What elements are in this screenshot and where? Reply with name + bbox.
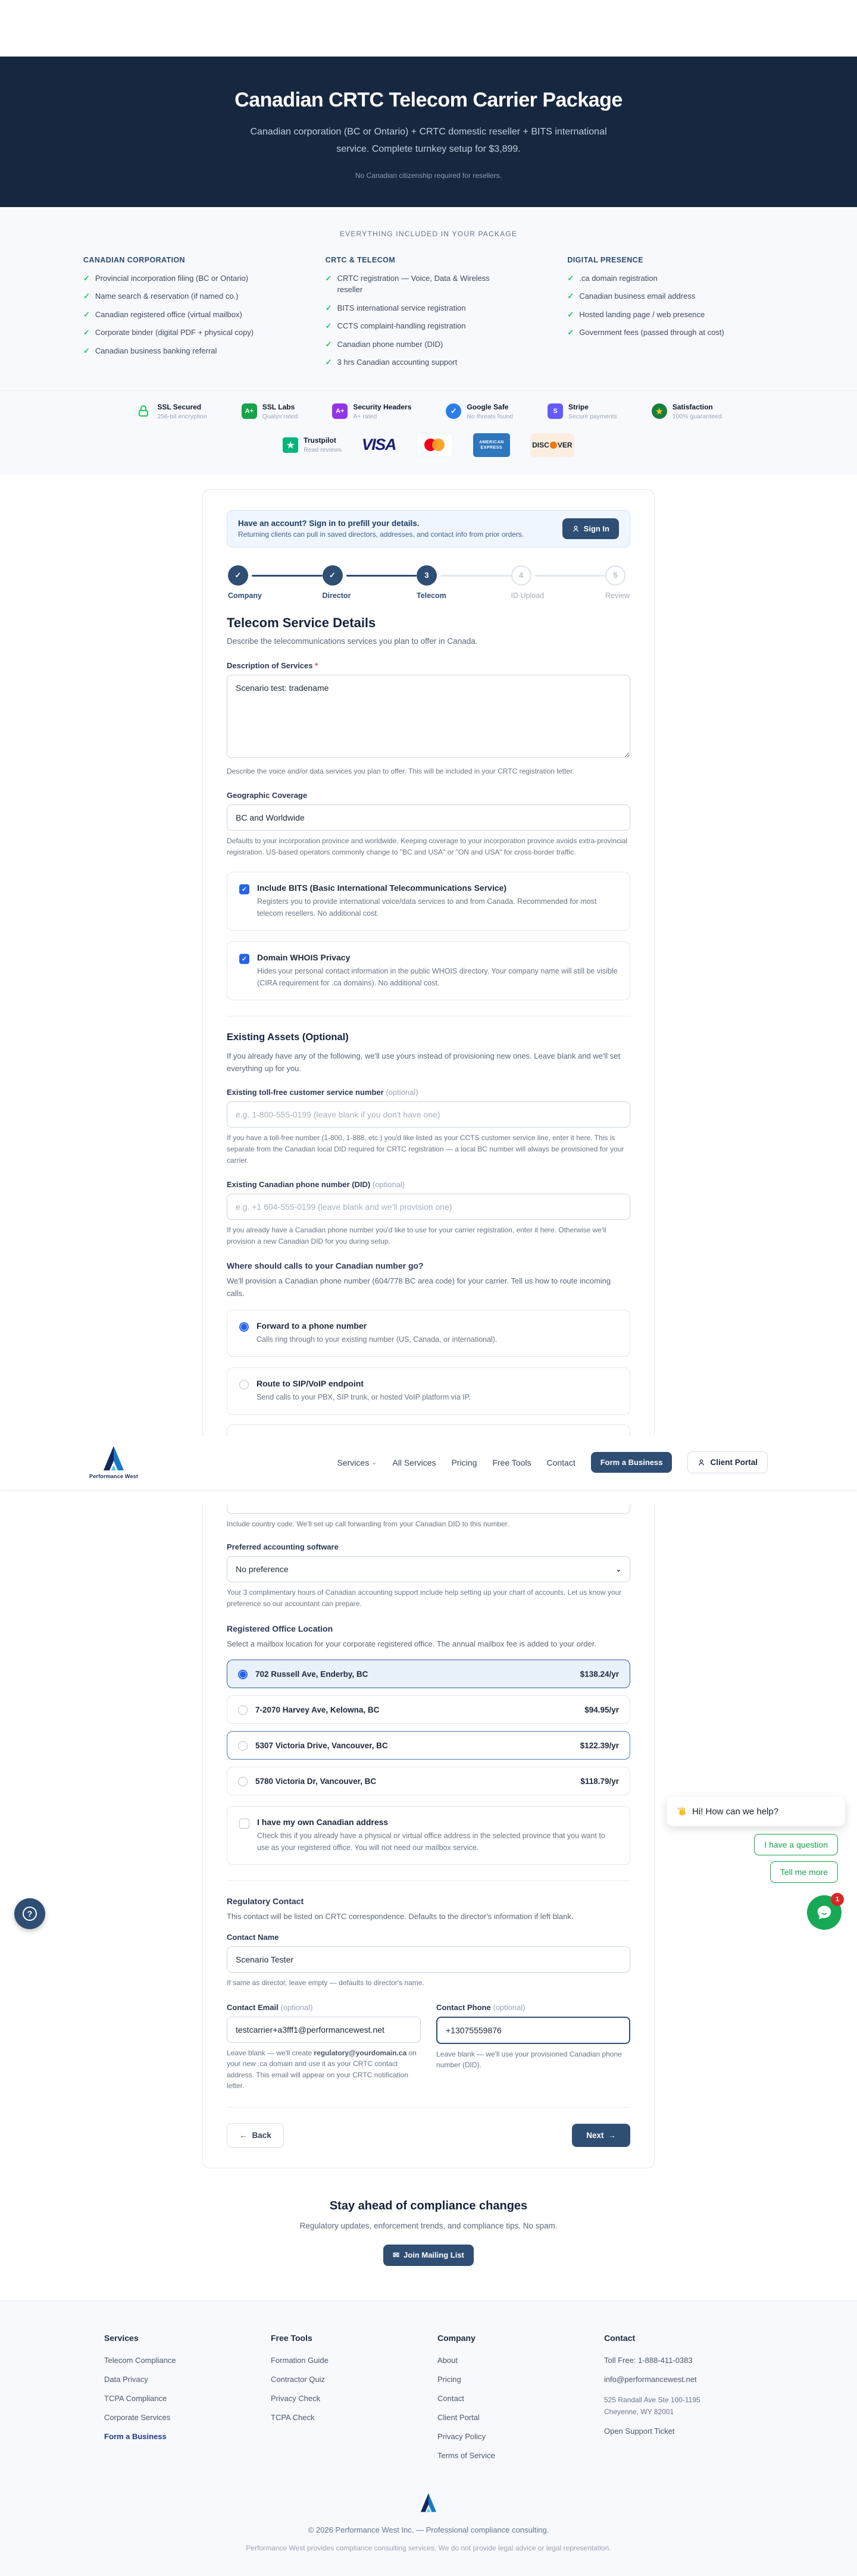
assets-title: Existing Assets (Optional) xyxy=(227,1031,349,1043)
mastercard-logo xyxy=(416,433,453,457)
bits-label: Include BITS (Basic International Telecommunications Service) xyxy=(257,883,507,893)
included-item: ✓ Government fees (passed through at cost) xyxy=(567,327,746,339)
check-icon: ✓ xyxy=(567,273,574,283)
help-fab-button[interactable] xyxy=(14,1898,45,1929)
question-icon: ? xyxy=(23,1907,37,1921)
check-icon: ✓ xyxy=(83,346,90,355)
tollfree-input[interactable] xyxy=(227,1101,630,1128)
badge-security-headers: A+ Security Headers A+ rated xyxy=(332,403,411,420)
checkbox-checked-icon[interactable]: ✓ xyxy=(239,954,249,964)
top-whitespace xyxy=(0,0,857,57)
routing-title: Where should calls to your Canadian number go? xyxy=(227,1261,424,1271)
step-id-upload[interactable]: 4 ID Upload xyxy=(511,565,535,600)
included-item: ✓ Hosted landing page / web presence xyxy=(567,309,746,321)
tollfree-label: Existing toll-free customer service number (optional) xyxy=(227,1088,418,1097)
chevron-down-icon: ⌄ xyxy=(371,1459,377,1467)
footer xyxy=(0,2300,857,2576)
tollfree-help: If you have a toll-free number (1-800, 1-888, etc.) you'd like listed as your CCTS customer service line, enter it here. This is separate from the Canadian local DID required for CRTC registration — a local BC number will always be provisioned for your carrier. xyxy=(227,1134,624,1165)
trustpilot-badge[interactable]: ★ Trustpilot Read reviews xyxy=(283,436,342,453)
office-title: Registered Office Location xyxy=(227,1623,333,1633)
chat-quick-reply-question[interactable]: I have a question xyxy=(754,1834,838,1855)
footer-free-tools-column: Free Tools Formation Guide Contractor Quiz Privacy Check TCPA Check xyxy=(271,2333,420,2470)
partial-card xyxy=(227,1425,630,1435)
visa-logo: VISA xyxy=(361,436,396,454)
radio-icon[interactable] xyxy=(238,1741,248,1751)
person-icon xyxy=(698,1458,705,1466)
description-label: Description of Services * xyxy=(227,661,318,670)
coverage-help: Defaults to your incorporation province and worldwide. Keeping coverage to your incorporation province avoids extra-provincial registration. US-based operators commonly change to "BC and USA" or "ON and USA" for cross-border traffic. xyxy=(227,837,628,856)
office-option-victoria-drive[interactable]: 5307 Victoria Drive, Vancouver, BC $122.39/yr xyxy=(227,1731,630,1760)
divider xyxy=(227,1880,630,1881)
badge-stripe: S Stripe Secure payments xyxy=(548,403,617,420)
office-price: $94.95/yr xyxy=(584,1705,619,1714)
footer-link-about[interactable]: About xyxy=(437,2355,458,2365)
main-content-lower xyxy=(0,1504,857,2300)
contact-name-label: Contact Name xyxy=(227,1932,279,1942)
badge-ssl-secured: SSL Secured 256-bit encryption xyxy=(135,403,207,420)
column-title: DIGITAL PRESENCE xyxy=(567,255,643,264)
footer-link-contact[interactable]: Contact xyxy=(437,2393,464,2403)
back-button[interactable]: ← Back xyxy=(227,2123,284,2148)
step-check-icon: ✓ xyxy=(228,565,248,586)
stripe-icon: S xyxy=(548,403,563,419)
contact-name-help: If same as director, leave empty — defaults to director's name. xyxy=(227,1978,424,1987)
check-icon: ✓ xyxy=(325,321,332,331)
performance-west-logo-icon xyxy=(417,2493,440,2513)
brand-name: Performance West xyxy=(89,1473,139,1480)
included-item: ✓ Canadian registered office (virtual mailbox) xyxy=(83,309,262,321)
own-address-checkbox-card[interactable]: I have my own Canadian address Check this if you already have a physical or virtual office address in the selected province that you want to use as your registered office. You will not need our mailbox service. xyxy=(227,1806,630,1865)
footer-link-data-privacy[interactable]: Data Privacy xyxy=(104,2374,148,2384)
form-card xyxy=(202,489,655,1435)
footer-link-client-portal[interactable]: Client Portal xyxy=(437,2412,480,2422)
footer-phone[interactable]: Toll Free: 1-888-411-0383 xyxy=(604,2355,693,2365)
column-title: CANADIAN CORPORATION xyxy=(83,255,185,264)
footer-link-telecom-compliance[interactable]: Telecom Compliance xyxy=(104,2355,176,2365)
bits-desc: Registers you to provide international voice/data services to and from Canada. Recommended for most telecom resellers. No additional cost. xyxy=(257,897,597,918)
footer-link-privacy-policy[interactable]: Privacy Policy xyxy=(437,2431,486,2441)
step-review[interactable]: 5 Review xyxy=(605,565,629,600)
arrow-left-icon: ← xyxy=(239,2130,248,2140)
footer-contact-column: Contact Toll Free: 1-888-411-0383 info@performancewest.net 525 Randall Ave Ste 100-1195 Cheyenne, WY 82001 Open Support Ticket xyxy=(604,2333,753,2470)
signin-banner xyxy=(227,510,630,547)
routing-option-sip[interactable]: Route to SIP/VoIP endpoint Send calls to your PBX, SIP trunk, or hosted VoIP platform via IP. xyxy=(227,1367,630,1414)
section-subtitle: Describe the telecommunications services you plan to offer in Canada. xyxy=(227,636,478,646)
footer-link-pricing[interactable]: Pricing xyxy=(437,2374,461,2384)
unread-badge: 1 xyxy=(831,1893,844,1906)
newsletter-title: Stay ahead of compliance changes xyxy=(329,2199,528,2212)
contact-phone-label: Contact Phone (optional) xyxy=(436,2002,526,2012)
footer-link-contractor-quiz[interactable]: Contractor Quiz xyxy=(271,2374,326,2384)
included-section xyxy=(0,207,857,475)
badge-google-safe: ✓ Google Safe No threats found xyxy=(446,403,513,420)
column-title: CRTC & TELECOM xyxy=(325,255,396,264)
description-textarea[interactable] xyxy=(227,675,630,758)
step-company[interactable]: ✓ Company xyxy=(228,565,252,600)
contact-email-label: Contact Email (optional) xyxy=(227,2002,313,2012)
chat-greeting-bubble[interactable]: Hi! How can we help? xyxy=(667,1797,845,1826)
included-item: ✓ BITS international service registration xyxy=(326,302,504,314)
check-icon: ✓ xyxy=(567,328,574,337)
accounting-software-select[interactable]: No preference ⌄ xyxy=(227,1556,630,1582)
sign-in-button[interactable]: Sign In xyxy=(562,518,619,539)
regulatory-title: Regulatory Contact xyxy=(227,1896,304,1907)
column-digital-presence xyxy=(567,256,774,375)
arrow-right-icon: → xyxy=(608,2130,616,2140)
section-title: Telecom Service Details xyxy=(227,615,376,630)
badge-satisfaction: ★ Satisfaction 100% guaranteed xyxy=(652,403,722,420)
included-item: ✓ Name search & reservation (if named co.) xyxy=(83,290,262,302)
contact-email-group xyxy=(227,2003,421,2092)
office-option-victoria-dr[interactable]: 5780 Victoria Dr, Vancouver, BC $118.79/yr xyxy=(227,1767,630,1795)
step-connector xyxy=(440,575,511,577)
check-icon: ✓ xyxy=(83,328,90,337)
check-icon: ✓ xyxy=(83,309,90,319)
a-plus-icon: A+ xyxy=(242,403,257,419)
step-director[interactable]: ✓ Director xyxy=(323,565,346,600)
forward-help: Include country code. We'll set up call forwarding from your Canadian DID to this number. xyxy=(227,1519,509,1528)
radio-selected-icon[interactable] xyxy=(238,1670,248,1679)
partial-input[interactable] xyxy=(227,1504,630,1514)
included-columns xyxy=(83,256,774,375)
accounting-label: Preferred accounting software xyxy=(227,1542,339,1552)
footer-link-form-a-business[interactable]: Form a Business xyxy=(104,2431,167,2441)
footer-link-terms[interactable]: Terms of Service xyxy=(437,2450,495,2460)
step-connector xyxy=(535,575,606,577)
contact-email-input[interactable] xyxy=(227,2017,421,2043)
footer-support-ticket[interactable]: Open Support Ticket xyxy=(604,2426,675,2436)
whois-label: Domain WHOIS Privacy xyxy=(257,953,351,963)
column-crtc-telecom xyxy=(326,256,532,375)
disclaimer: Performance West provides compliance consulting services. We do not provide legal advice or legal representation. xyxy=(246,2543,611,2552)
main-content xyxy=(0,489,857,1435)
footer-company-column: Company About Pricing Contact Client Portal Privacy Policy Terms of Service xyxy=(437,2333,586,2470)
trust-badges xyxy=(0,390,857,424)
join-mailing-list-button[interactable]: ✉ Join Mailing List xyxy=(383,2245,474,2266)
star-circle-icon: ★ xyxy=(652,403,667,419)
did-help: If you already have a Canadian phone number you'd like to use for your carrier registration, enter it here. Otherwise we'll provision a new Canadian DID for you during setup. xyxy=(227,1226,606,1245)
amex-logo: AMERICAN EXPRESS xyxy=(473,433,510,457)
check-icon: ✓ xyxy=(325,273,332,283)
included-item: ✓ Canadian business banking referral xyxy=(83,345,262,357)
footer-services-column: Services Telecom Compliance Data Privacy TCPA Compliance Corporate Services Form a Business xyxy=(104,2333,253,2470)
client-portal-button[interactable]: Client Portal xyxy=(687,1451,768,1473)
footer-link-tcpa-check[interactable]: TCPA Check xyxy=(271,2412,315,2422)
footer-email[interactable]: info@performancewest.net xyxy=(604,2374,697,2384)
included-item: ✓ Canadian phone number (DID) xyxy=(326,339,504,350)
badge-ssl-labs: A+ SSL Labs Qualys rated xyxy=(242,403,298,420)
footer-link-formation-guide[interactable]: Formation Guide xyxy=(271,2355,329,2365)
radio-selected-icon[interactable] xyxy=(239,1322,249,1332)
nav-pricing[interactable]: Pricing xyxy=(451,1457,477,1467)
check-icon: ✓ xyxy=(325,358,332,367)
discover-logo: DISC VER xyxy=(530,433,574,457)
chat-bubble-icon xyxy=(815,1904,833,1921)
wave-icon xyxy=(677,1807,687,1817)
navbar xyxy=(0,1435,857,1490)
nav-free-tools[interactable]: Free Tools xyxy=(492,1457,531,1467)
mail-icon: ✉ xyxy=(393,2250,400,2259)
description-help: Describe the voice and/or data services you plan to offer. This will be included in your CRTC registration letter. xyxy=(227,766,574,775)
check-icon: ✓ xyxy=(83,273,90,283)
check-icon: ✓ xyxy=(83,292,90,301)
contact-phone-group xyxy=(436,2003,630,2092)
included-item: ✓ CCTS complaint-handling registration xyxy=(326,320,504,332)
performance-west-logo-icon xyxy=(98,1445,129,1472)
check-icon: ✓ xyxy=(567,292,574,301)
footer-link-tcpa-compliance[interactable]: TCPA Compliance xyxy=(104,2393,167,2403)
footer-link-privacy-check[interactable]: Privacy Check xyxy=(271,2393,321,2403)
footer-bottom xyxy=(0,2493,857,2552)
regulatory-subtitle: This contact will be listed on CRTC correspondence. Defaults to the director's information if left blank. xyxy=(227,1912,574,1921)
check-icon: ✓ xyxy=(325,339,332,349)
step-telecom[interactable]: 3 Telecom xyxy=(417,565,440,600)
included-item: ✓ CRTC registration — Voice, Data & Wireless reseller xyxy=(326,273,504,296)
checkbox-icon[interactable] xyxy=(239,1818,249,1829)
nav-services[interactable]: Services ⌄ xyxy=(337,1457,377,1467)
step-check-icon: ✓ xyxy=(323,565,343,586)
footer-address: 525 Randall Ave Ste 100-1195 Cheyenne, WY 82001 xyxy=(604,2395,700,2417)
newsletter-section xyxy=(0,2168,857,2300)
discover-dot-icon xyxy=(550,442,557,449)
office-price: $122.39/yr xyxy=(580,1741,619,1750)
bits-checkbox-card[interactable] xyxy=(227,872,630,931)
column-canadian-corporation xyxy=(83,256,290,375)
check-icon: ✓ xyxy=(325,303,332,312)
included-heading: EVERYTHING INCLUDED IN YOUR PACKAGE xyxy=(339,229,518,238)
office-price: $138.24/yr xyxy=(580,1669,619,1679)
form-a-business-button[interactable]: Form a Business xyxy=(591,1452,673,1473)
coverage-input[interactable] xyxy=(227,805,630,831)
office-option-enderby[interactable]: 702 Russell Ave, Enderby, BC $138.24/yr xyxy=(227,1660,630,1688)
included-item: ✓ Provincial incorporation filing (BC or Ontario) xyxy=(83,273,262,284)
contact-phone-input[interactable] xyxy=(436,2017,630,2044)
office-subtitle: Select a mailbox location for your corporate registered office. The annual mailbox fee is added to your order. xyxy=(227,1639,596,1648)
step-connector xyxy=(346,575,417,577)
whois-desc: Hides your personal contact information in the public WHOIS directory. Your company name will still be visible (CIRA requirement for .ca domains). No additional cost. xyxy=(257,967,618,987)
routing-subtitle: We'll provision a Canadian phone number (604/778 BC area code) for your carrier. Tell us how to route incoming calls. xyxy=(227,1276,611,1298)
check-icon: ✓ xyxy=(567,309,574,319)
coverage-label: Geographic Coverage xyxy=(227,791,308,800)
whois-checkbox-card[interactable] xyxy=(227,941,630,1000)
included-item: ✓ .ca domain registration xyxy=(567,273,746,284)
office-price: $118.79/yr xyxy=(580,1776,619,1786)
contact-email-help: Leave blank — we'll create regulatory@yourdomain.ca on your new .ca domain and use it as your CRTC contact address. This email will appear on your CRTC notification letter. xyxy=(227,2048,417,2090)
next-button[interactable]: Next → xyxy=(572,2124,630,2147)
hero xyxy=(0,57,857,207)
did-input[interactable] xyxy=(227,1194,630,1220)
padlock-icon xyxy=(135,403,152,420)
hero-note: No Canadian citizenship required for resellers. xyxy=(355,171,502,180)
progress-stepper xyxy=(228,565,629,600)
trustpilot-star-icon: ★ xyxy=(283,437,298,453)
chat-quick-reply-tell-me-more[interactable]: Tell me more xyxy=(770,1861,838,1883)
included-item: ✓ Corporate binder (digital PDF + physical copy) xyxy=(83,327,262,339)
chevron-down-icon: ⌄ xyxy=(615,1566,621,1573)
brand-logo[interactable] xyxy=(89,1445,138,1479)
routing-option-forward[interactable]: Forward to a phone number Calls ring through to your existing number (US, Canada, or international). xyxy=(227,1310,630,1357)
signin-subtitle: Returning clients can pull in saved directors, addresses, and contact info from prior orders. xyxy=(238,530,524,539)
divider xyxy=(227,2107,630,2108)
payment-logos xyxy=(0,424,857,475)
did-label: Existing Canadian phone number (DID) (optional) xyxy=(227,1180,405,1190)
copyright: © 2026 Performance West Inc. — Professional compliance consulting. xyxy=(308,2525,549,2534)
step-connector xyxy=(252,575,323,577)
accounting-help: Your 3 complimentary hours of Canadian accounting support include help setting up your chart of accounts. Let us know your preference so our accountant can prepare. xyxy=(227,1588,622,1608)
person-icon xyxy=(572,525,580,533)
page-title: Canadian CRTC Telecom Carrier Package xyxy=(234,89,623,111)
radio-icon[interactable] xyxy=(239,1380,249,1389)
form-card-lower xyxy=(202,1504,655,2168)
office-option-kelowna[interactable]: 7-2070 Harvey Ave, Kelowna, BC $94.95/yr xyxy=(227,1695,630,1724)
signin-title: Have an account? Sign in to prefill your details. xyxy=(238,518,420,528)
included-item: ✓ Canadian business email address xyxy=(567,290,746,302)
checkbox-checked-icon[interactable]: ✓ xyxy=(239,884,249,894)
nav-contact[interactable]: Contact xyxy=(546,1457,575,1467)
contact-name-input[interactable] xyxy=(227,1946,630,1973)
chat-launcher-button[interactable] xyxy=(807,1895,842,1930)
nav-all-services[interactable]: All Services xyxy=(392,1457,436,1467)
radio-icon[interactable] xyxy=(238,1777,248,1786)
assets-subtitle: If you already have any of the following, we'll use yours instead of provisioning new ones. Leave blank and we'll set everything up for you. xyxy=(227,1051,621,1073)
contact-phone-help: Leave blank — we'll use your provisioned Canadian phone number (DID). xyxy=(436,2049,622,2070)
radio-icon[interactable] xyxy=(238,1705,248,1715)
a-plus-icon: A+ xyxy=(332,403,348,419)
hero-subtitle: Canadian corporation (BC or Ontario) + CRTC domestic reseller + BITS international service. Complete turnkey setup for $3,899. xyxy=(250,127,607,154)
included-item: ✓ 3 hrs Canadian accounting support xyxy=(326,356,504,368)
newsletter-subtitle: Regulatory updates, enforcement trends, and compliance tips. No spam. xyxy=(299,2221,558,2230)
footer-link-corporate-services[interactable]: Corporate Services xyxy=(104,2412,171,2422)
check-circle-icon: ✓ xyxy=(446,403,461,419)
